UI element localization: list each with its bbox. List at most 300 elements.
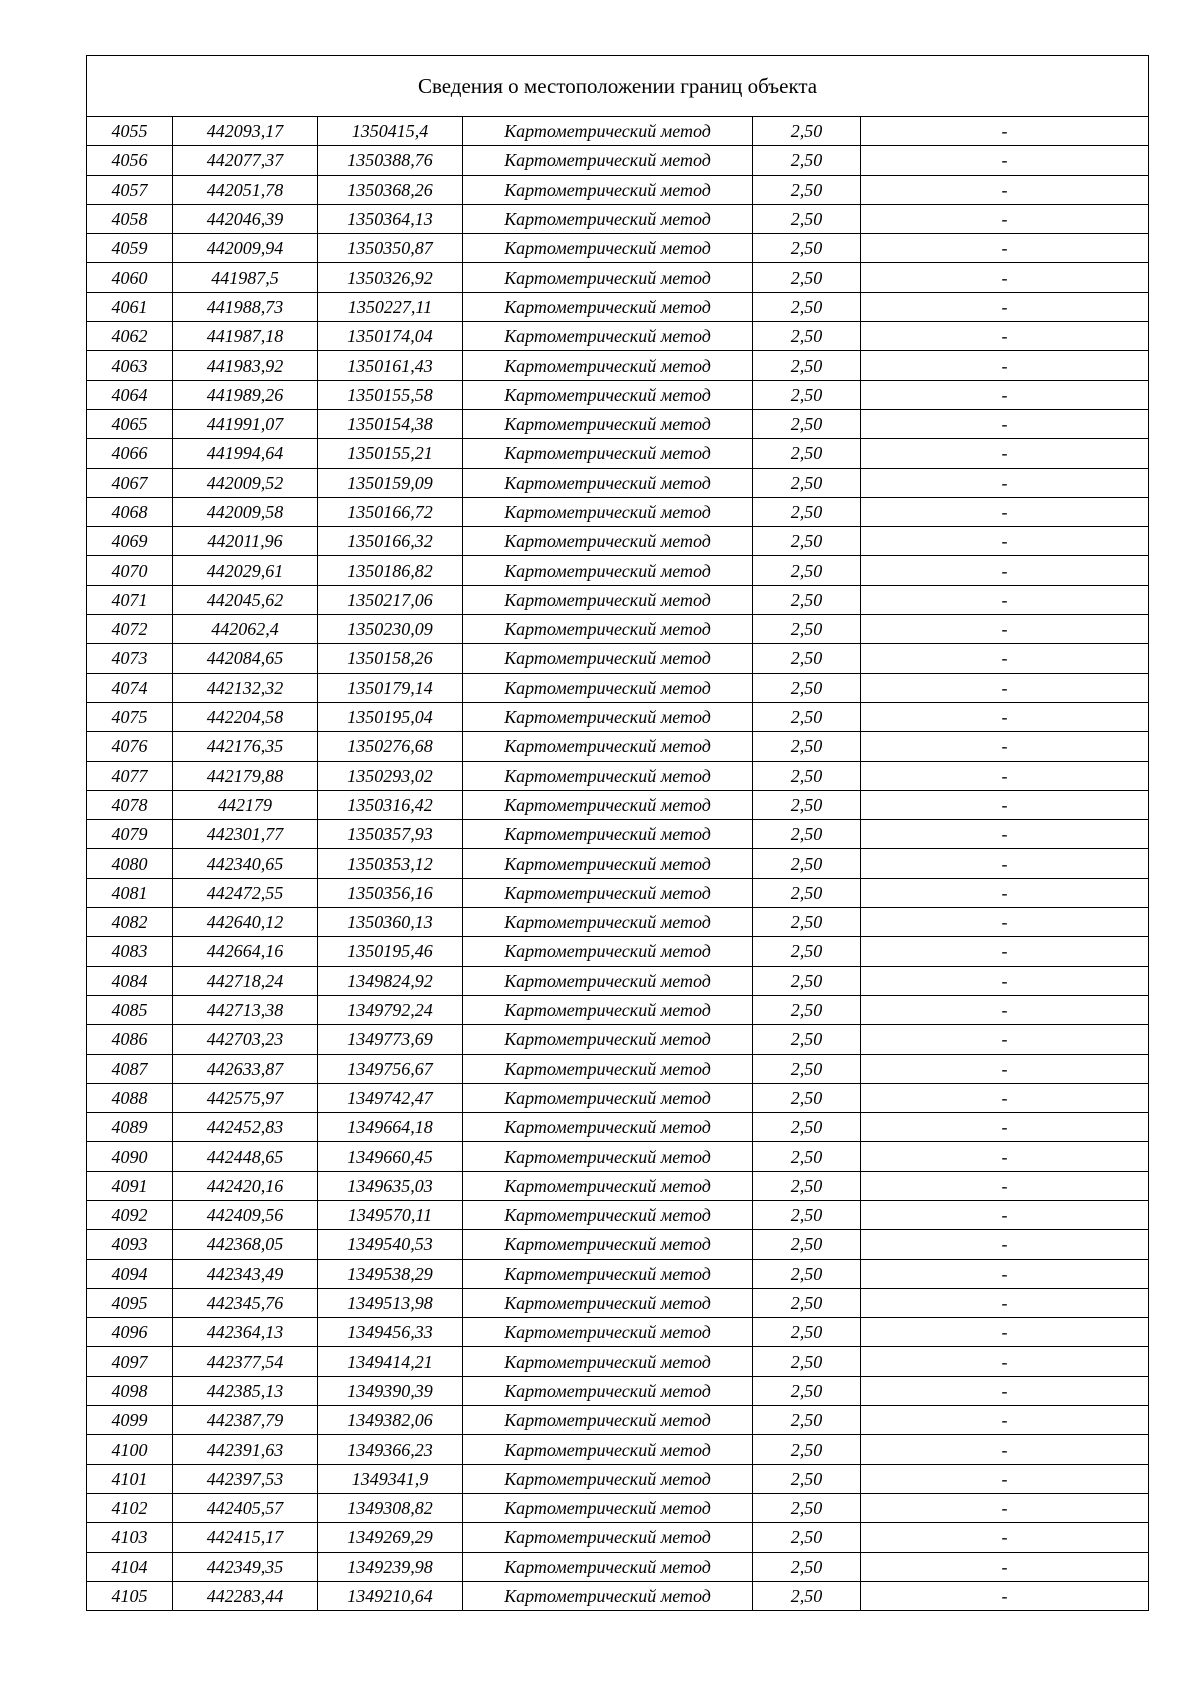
table-row: [87, 849, 1149, 878]
description-cell: -: [861, 820, 1149, 849]
table-row: [87, 1054, 1149, 1083]
table-row: [87, 1230, 1149, 1259]
point-number-cell: 4080: [87, 849, 173, 878]
method-cell: Картометрический метод: [463, 966, 753, 995]
description-cell: -: [861, 673, 1149, 702]
point-number-cell: 4061: [87, 292, 173, 321]
y-coordinate-cell: 1350227,11: [318, 292, 463, 321]
point-number-cell: 4101: [87, 1464, 173, 1493]
accuracy-cell: 2,50: [753, 995, 861, 1024]
x-coordinate-cell: 442664,16: [173, 937, 318, 966]
method-cell: Картометрический метод: [463, 497, 753, 526]
accuracy-cell: 2,50: [753, 322, 861, 351]
description-cell: -: [861, 732, 1149, 761]
accuracy-cell: 2,50: [753, 1113, 861, 1142]
description-cell: -: [861, 1552, 1149, 1581]
table-row: [87, 1523, 1149, 1552]
accuracy-cell: 2,50: [753, 1083, 861, 1112]
method-cell: Картометрический метод: [463, 878, 753, 907]
description-cell: -: [861, 556, 1149, 585]
y-coordinate-cell: 1350357,93: [318, 820, 463, 849]
point-number-cell: 4096: [87, 1318, 173, 1347]
description-cell: -: [861, 644, 1149, 673]
method-cell: Картометрический метод: [463, 1318, 753, 1347]
description-cell: -: [861, 1288, 1149, 1317]
method-cell: Картометрический метод: [463, 322, 753, 351]
y-coordinate-cell: 1350174,04: [318, 322, 463, 351]
method-cell: Картометрический метод: [463, 1025, 753, 1054]
y-coordinate-cell: 1349756,67: [318, 1054, 463, 1083]
table-row: [87, 1552, 1149, 1581]
x-coordinate-cell: 442397,53: [173, 1464, 318, 1493]
x-coordinate-cell: 442179,88: [173, 761, 318, 790]
description-cell: -: [861, 1523, 1149, 1552]
accuracy-cell: 2,50: [753, 468, 861, 497]
table-row: [87, 292, 1149, 321]
description-cell: -: [861, 966, 1149, 995]
accuracy-cell: 2,50: [753, 878, 861, 907]
table-row: [87, 1464, 1149, 1493]
accuracy-cell: 2,50: [753, 263, 861, 292]
y-coordinate-cell: 1350364,13: [318, 204, 463, 233]
point-number-cell: 4086: [87, 1025, 173, 1054]
table-body: [87, 56, 1149, 1611]
point-number-cell: 4055: [87, 117, 173, 146]
method-cell: Картометрический метод: [463, 175, 753, 204]
table-row: [87, 966, 1149, 995]
description-cell: -: [861, 1142, 1149, 1171]
accuracy-cell: 2,50: [753, 1171, 861, 1200]
y-coordinate-cell: 1349382,06: [318, 1406, 463, 1435]
table-row: [87, 1493, 1149, 1522]
method-cell: Картометрический метод: [463, 439, 753, 468]
method-cell: Картометрический метод: [463, 1171, 753, 1200]
x-coordinate-cell: 442062,4: [173, 615, 318, 644]
table-row: [87, 908, 1149, 937]
method-cell: Картометрический метод: [463, 263, 753, 292]
y-coordinate-cell: 1350155,58: [318, 380, 463, 409]
description-cell: -: [861, 1406, 1149, 1435]
y-coordinate-cell: 1349390,39: [318, 1376, 463, 1405]
method-cell: Картометрический метод: [463, 908, 753, 937]
method-cell: Картометрический метод: [463, 556, 753, 585]
method-cell: Картометрический метод: [463, 1464, 753, 1493]
description-cell: -: [861, 204, 1149, 233]
method-cell: Картометрический метод: [463, 1054, 753, 1083]
table-row: [87, 1318, 1149, 1347]
y-coordinate-cell: 1349540,53: [318, 1230, 463, 1259]
method-cell: Картометрический метод: [463, 527, 753, 556]
method-cell: Картометрический метод: [463, 1113, 753, 1142]
point-number-cell: 4081: [87, 878, 173, 907]
method-cell: Картометрический метод: [463, 849, 753, 878]
x-coordinate-cell: 442283,44: [173, 1581, 318, 1610]
table-row: [87, 673, 1149, 702]
accuracy-cell: 2,50: [753, 439, 861, 468]
y-coordinate-cell: 1350360,13: [318, 908, 463, 937]
x-coordinate-cell: 441989,26: [173, 380, 318, 409]
x-coordinate-cell: 442415,17: [173, 1523, 318, 1552]
point-number-cell: 4065: [87, 409, 173, 438]
point-number-cell: 4056: [87, 146, 173, 175]
description-cell: -: [861, 1435, 1149, 1464]
table-row: [87, 556, 1149, 585]
y-coordinate-cell: 1350155,21: [318, 439, 463, 468]
description-cell: -: [861, 409, 1149, 438]
title-row: [87, 56, 1149, 117]
description-cell: -: [861, 527, 1149, 556]
description-cell: -: [861, 702, 1149, 731]
y-coordinate-cell: 1350276,68: [318, 732, 463, 761]
x-coordinate-cell: 442409,56: [173, 1200, 318, 1229]
method-cell: Картометрический метод: [463, 761, 753, 790]
method-cell: Картометрический метод: [463, 1288, 753, 1317]
accuracy-cell: 2,50: [753, 1435, 861, 1464]
description-cell: -: [861, 1054, 1149, 1083]
x-coordinate-cell: 442084,65: [173, 644, 318, 673]
point-number-cell: 4091: [87, 1171, 173, 1200]
accuracy-cell: 2,50: [753, 1376, 861, 1405]
accuracy-cell: 2,50: [753, 1288, 861, 1317]
y-coordinate-cell: 1350350,87: [318, 234, 463, 263]
table-row: [87, 380, 1149, 409]
x-coordinate-cell: 442368,05: [173, 1230, 318, 1259]
y-coordinate-cell: 1349742,47: [318, 1083, 463, 1112]
method-cell: Картометрический метод: [463, 1493, 753, 1522]
description-cell: -: [861, 937, 1149, 966]
table-row: [87, 175, 1149, 204]
description-cell: -: [861, 380, 1149, 409]
boundary-coordinates-table: [86, 55, 1149, 1611]
description-cell: -: [861, 1200, 1149, 1229]
description-cell: -: [861, 1347, 1149, 1376]
point-number-cell: 4104: [87, 1552, 173, 1581]
x-coordinate-cell: 442051,78: [173, 175, 318, 204]
accuracy-cell: 2,50: [753, 761, 861, 790]
accuracy-cell: 2,50: [753, 1259, 861, 1288]
point-number-cell: 4073: [87, 644, 173, 673]
y-coordinate-cell: 1349635,03: [318, 1171, 463, 1200]
y-coordinate-cell: 1350316,42: [318, 790, 463, 819]
method-cell: Картометрический метод: [463, 1230, 753, 1259]
method-cell: Картометрический метод: [463, 790, 753, 819]
accuracy-cell: 2,50: [753, 497, 861, 526]
y-coordinate-cell: 1350293,02: [318, 761, 463, 790]
accuracy-cell: 2,50: [753, 292, 861, 321]
y-coordinate-cell: 1349269,29: [318, 1523, 463, 1552]
description-cell: -: [861, 585, 1149, 614]
accuracy-cell: 2,50: [753, 1347, 861, 1376]
accuracy-cell: 2,50: [753, 1230, 861, 1259]
description-cell: -: [861, 175, 1149, 204]
point-number-cell: 4084: [87, 966, 173, 995]
accuracy-cell: 2,50: [753, 1025, 861, 1054]
table-row: [87, 1142, 1149, 1171]
point-number-cell: 4077: [87, 761, 173, 790]
table-row: [87, 585, 1149, 614]
table-row: [87, 878, 1149, 907]
table-title: Сведения о местоположении границ объекта: [87, 56, 1149, 117]
method-cell: Картометрический метод: [463, 117, 753, 146]
point-number-cell: 4068: [87, 497, 173, 526]
point-number-cell: 4059: [87, 234, 173, 263]
description-cell: -: [861, 292, 1149, 321]
description-cell: -: [861, 322, 1149, 351]
x-coordinate-cell: 442011,96: [173, 527, 318, 556]
accuracy-cell: 2,50: [753, 849, 861, 878]
accuracy-cell: 2,50: [753, 732, 861, 761]
x-coordinate-cell: 442364,13: [173, 1318, 318, 1347]
accuracy-cell: 2,50: [753, 234, 861, 263]
x-coordinate-cell: 441987,5: [173, 263, 318, 292]
description-cell: -: [861, 1318, 1149, 1347]
description-cell: -: [861, 849, 1149, 878]
description-cell: -: [861, 439, 1149, 468]
x-coordinate-cell: 442385,13: [173, 1376, 318, 1405]
x-coordinate-cell: 442713,38: [173, 995, 318, 1024]
method-cell: Картометрический метод: [463, 1200, 753, 1229]
method-cell: Картометрический метод: [463, 409, 753, 438]
description-cell: -: [861, 351, 1149, 380]
y-coordinate-cell: 1350158,26: [318, 644, 463, 673]
method-cell: Картометрический метод: [463, 1581, 753, 1610]
accuracy-cell: 2,50: [753, 702, 861, 731]
accuracy-cell: 2,50: [753, 790, 861, 819]
accuracy-cell: 2,50: [753, 175, 861, 204]
y-coordinate-cell: 1349513,98: [318, 1288, 463, 1317]
x-coordinate-cell: 442343,49: [173, 1259, 318, 1288]
x-coordinate-cell: 442179: [173, 790, 318, 819]
accuracy-cell: 2,50: [753, 1054, 861, 1083]
accuracy-cell: 2,50: [753, 908, 861, 937]
table-row: [87, 1406, 1149, 1435]
table-row: [87, 322, 1149, 351]
y-coordinate-cell: 1350217,06: [318, 585, 463, 614]
x-coordinate-cell: 442204,58: [173, 702, 318, 731]
table-row: [87, 204, 1149, 233]
method-cell: Картометрический метод: [463, 351, 753, 380]
y-coordinate-cell: 1350326,92: [318, 263, 463, 292]
y-coordinate-cell: 1349210,64: [318, 1581, 463, 1610]
accuracy-cell: 2,50: [753, 820, 861, 849]
description-cell: -: [861, 995, 1149, 1024]
description-cell: -: [861, 1025, 1149, 1054]
point-number-cell: 4074: [87, 673, 173, 702]
table-row: [87, 146, 1149, 175]
x-coordinate-cell: 442029,61: [173, 556, 318, 585]
x-coordinate-cell: 442575,97: [173, 1083, 318, 1112]
description-cell: -: [861, 615, 1149, 644]
method-cell: Картометрический метод: [463, 1435, 753, 1464]
method-cell: Картометрический метод: [463, 146, 753, 175]
accuracy-cell: 2,50: [753, 204, 861, 233]
description-cell: -: [861, 790, 1149, 819]
method-cell: Картометрический метод: [463, 292, 753, 321]
table-row: [87, 615, 1149, 644]
table-row: [87, 820, 1149, 849]
point-number-cell: 4094: [87, 1259, 173, 1288]
description-cell: -: [861, 1083, 1149, 1112]
y-coordinate-cell: 1349308,82: [318, 1493, 463, 1522]
point-number-cell: 4060: [87, 263, 173, 292]
point-number-cell: 4085: [87, 995, 173, 1024]
method-cell: Картометрический метод: [463, 585, 753, 614]
method-cell: Картометрический метод: [463, 1406, 753, 1435]
y-coordinate-cell: 1349660,45: [318, 1142, 463, 1171]
table-row: [87, 263, 1149, 292]
y-coordinate-cell: 1350186,82: [318, 556, 463, 585]
x-coordinate-cell: 442345,76: [173, 1288, 318, 1317]
description-cell: -: [861, 908, 1149, 937]
x-coordinate-cell: 442633,87: [173, 1054, 318, 1083]
accuracy-cell: 2,50: [753, 1142, 861, 1171]
point-number-cell: 4089: [87, 1113, 173, 1142]
point-number-cell: 4067: [87, 468, 173, 497]
y-coordinate-cell: 1349538,29: [318, 1259, 463, 1288]
point-number-cell: 4076: [87, 732, 173, 761]
y-coordinate-cell: 1350230,09: [318, 615, 463, 644]
y-coordinate-cell: 1350415,4: [318, 117, 463, 146]
table-row: [87, 732, 1149, 761]
table-row: [87, 702, 1149, 731]
method-cell: Картометрический метод: [463, 1376, 753, 1405]
method-cell: Картометрический метод: [463, 820, 753, 849]
accuracy-cell: 2,50: [753, 1200, 861, 1229]
accuracy-cell: 2,50: [753, 1493, 861, 1522]
point-number-cell: 4105: [87, 1581, 173, 1610]
accuracy-cell: 2,50: [753, 351, 861, 380]
point-number-cell: 4071: [87, 585, 173, 614]
x-coordinate-cell: 442132,32: [173, 673, 318, 702]
point-number-cell: 4079: [87, 820, 173, 849]
accuracy-cell: 2,50: [753, 117, 861, 146]
accuracy-cell: 2,50: [753, 615, 861, 644]
y-coordinate-cell: 1349773,69: [318, 1025, 463, 1054]
point-number-cell: 4062: [87, 322, 173, 351]
description-cell: -: [861, 1259, 1149, 1288]
table-row: [87, 1025, 1149, 1054]
y-coordinate-cell: 1349824,92: [318, 966, 463, 995]
accuracy-cell: 2,50: [753, 937, 861, 966]
y-coordinate-cell: 1350179,14: [318, 673, 463, 702]
point-number-cell: 4083: [87, 937, 173, 966]
method-cell: Картометрический метод: [463, 937, 753, 966]
method-cell: Картометрический метод: [463, 1552, 753, 1581]
table-row: [87, 1288, 1149, 1317]
table-row: [87, 644, 1149, 673]
x-coordinate-cell: 442340,65: [173, 849, 318, 878]
x-coordinate-cell: 441988,73: [173, 292, 318, 321]
table-row: [87, 351, 1149, 380]
point-number-cell: 4082: [87, 908, 173, 937]
accuracy-cell: 2,50: [753, 556, 861, 585]
y-coordinate-cell: 1349414,21: [318, 1347, 463, 1376]
accuracy-cell: 2,50: [753, 380, 861, 409]
x-coordinate-cell: 442718,24: [173, 966, 318, 995]
x-coordinate-cell: 442176,35: [173, 732, 318, 761]
x-coordinate-cell: 442452,83: [173, 1113, 318, 1142]
x-coordinate-cell: 442045,62: [173, 585, 318, 614]
y-coordinate-cell: 1350154,38: [318, 409, 463, 438]
y-coordinate-cell: 1350368,26: [318, 175, 463, 204]
y-coordinate-cell: 1349366,23: [318, 1435, 463, 1464]
y-coordinate-cell: 1349239,98: [318, 1552, 463, 1581]
method-cell: Картометрический метод: [463, 204, 753, 233]
method-cell: Картометрический метод: [463, 1347, 753, 1376]
table-row: [87, 1113, 1149, 1142]
point-number-cell: 4070: [87, 556, 173, 585]
x-coordinate-cell: 442009,94: [173, 234, 318, 263]
y-coordinate-cell: 1349570,11: [318, 1200, 463, 1229]
description-cell: -: [861, 1113, 1149, 1142]
method-cell: Картометрический метод: [463, 1142, 753, 1171]
description-cell: -: [861, 1493, 1149, 1522]
accuracy-cell: 2,50: [753, 585, 861, 614]
y-coordinate-cell: 1350353,12: [318, 849, 463, 878]
table-row: [87, 1347, 1149, 1376]
method-cell: Картометрический метод: [463, 1523, 753, 1552]
point-number-cell: 4058: [87, 204, 173, 233]
accuracy-cell: 2,50: [753, 409, 861, 438]
accuracy-cell: 2,50: [753, 1318, 861, 1347]
x-coordinate-cell: 441987,18: [173, 322, 318, 351]
table-row: [87, 117, 1149, 146]
x-coordinate-cell: 442377,54: [173, 1347, 318, 1376]
method-cell: Картометрический метод: [463, 644, 753, 673]
x-coordinate-cell: 441994,64: [173, 439, 318, 468]
description-cell: -: [861, 117, 1149, 146]
point-number-cell: 4087: [87, 1054, 173, 1083]
accuracy-cell: 2,50: [753, 673, 861, 702]
point-number-cell: 4092: [87, 1200, 173, 1229]
point-number-cell: 4078: [87, 790, 173, 819]
method-cell: Картометрический метод: [463, 702, 753, 731]
x-coordinate-cell: 442640,12: [173, 908, 318, 937]
table-row: [87, 1435, 1149, 1464]
point-number-cell: 4069: [87, 527, 173, 556]
y-coordinate-cell: 1349456,33: [318, 1318, 463, 1347]
x-coordinate-cell: 442405,57: [173, 1493, 318, 1522]
x-coordinate-cell: 442420,16: [173, 1171, 318, 1200]
x-coordinate-cell: 442009,58: [173, 497, 318, 526]
point-number-cell: 4099: [87, 1406, 173, 1435]
method-cell: Картометрический метод: [463, 380, 753, 409]
accuracy-cell: 2,50: [753, 527, 861, 556]
description-cell: -: [861, 761, 1149, 790]
table-row: [87, 1581, 1149, 1610]
table-row: [87, 234, 1149, 263]
description-cell: -: [861, 497, 1149, 526]
y-coordinate-cell: 1350195,04: [318, 702, 463, 731]
table-row: [87, 1259, 1149, 1288]
description-cell: -: [861, 263, 1149, 292]
point-number-cell: 4075: [87, 702, 173, 731]
x-coordinate-cell: 442093,17: [173, 117, 318, 146]
point-number-cell: 4103: [87, 1523, 173, 1552]
description-cell: -: [861, 234, 1149, 263]
x-coordinate-cell: 442009,52: [173, 468, 318, 497]
x-coordinate-cell: 442301,77: [173, 820, 318, 849]
x-coordinate-cell: 442046,39: [173, 204, 318, 233]
method-cell: Картометрический метод: [463, 615, 753, 644]
table-row: [87, 497, 1149, 526]
method-cell: Картометрический метод: [463, 1259, 753, 1288]
method-cell: Картометрический метод: [463, 468, 753, 497]
table-row: [87, 1376, 1149, 1405]
description-cell: -: [861, 878, 1149, 907]
accuracy-cell: 2,50: [753, 644, 861, 673]
accuracy-cell: 2,50: [753, 1523, 861, 1552]
